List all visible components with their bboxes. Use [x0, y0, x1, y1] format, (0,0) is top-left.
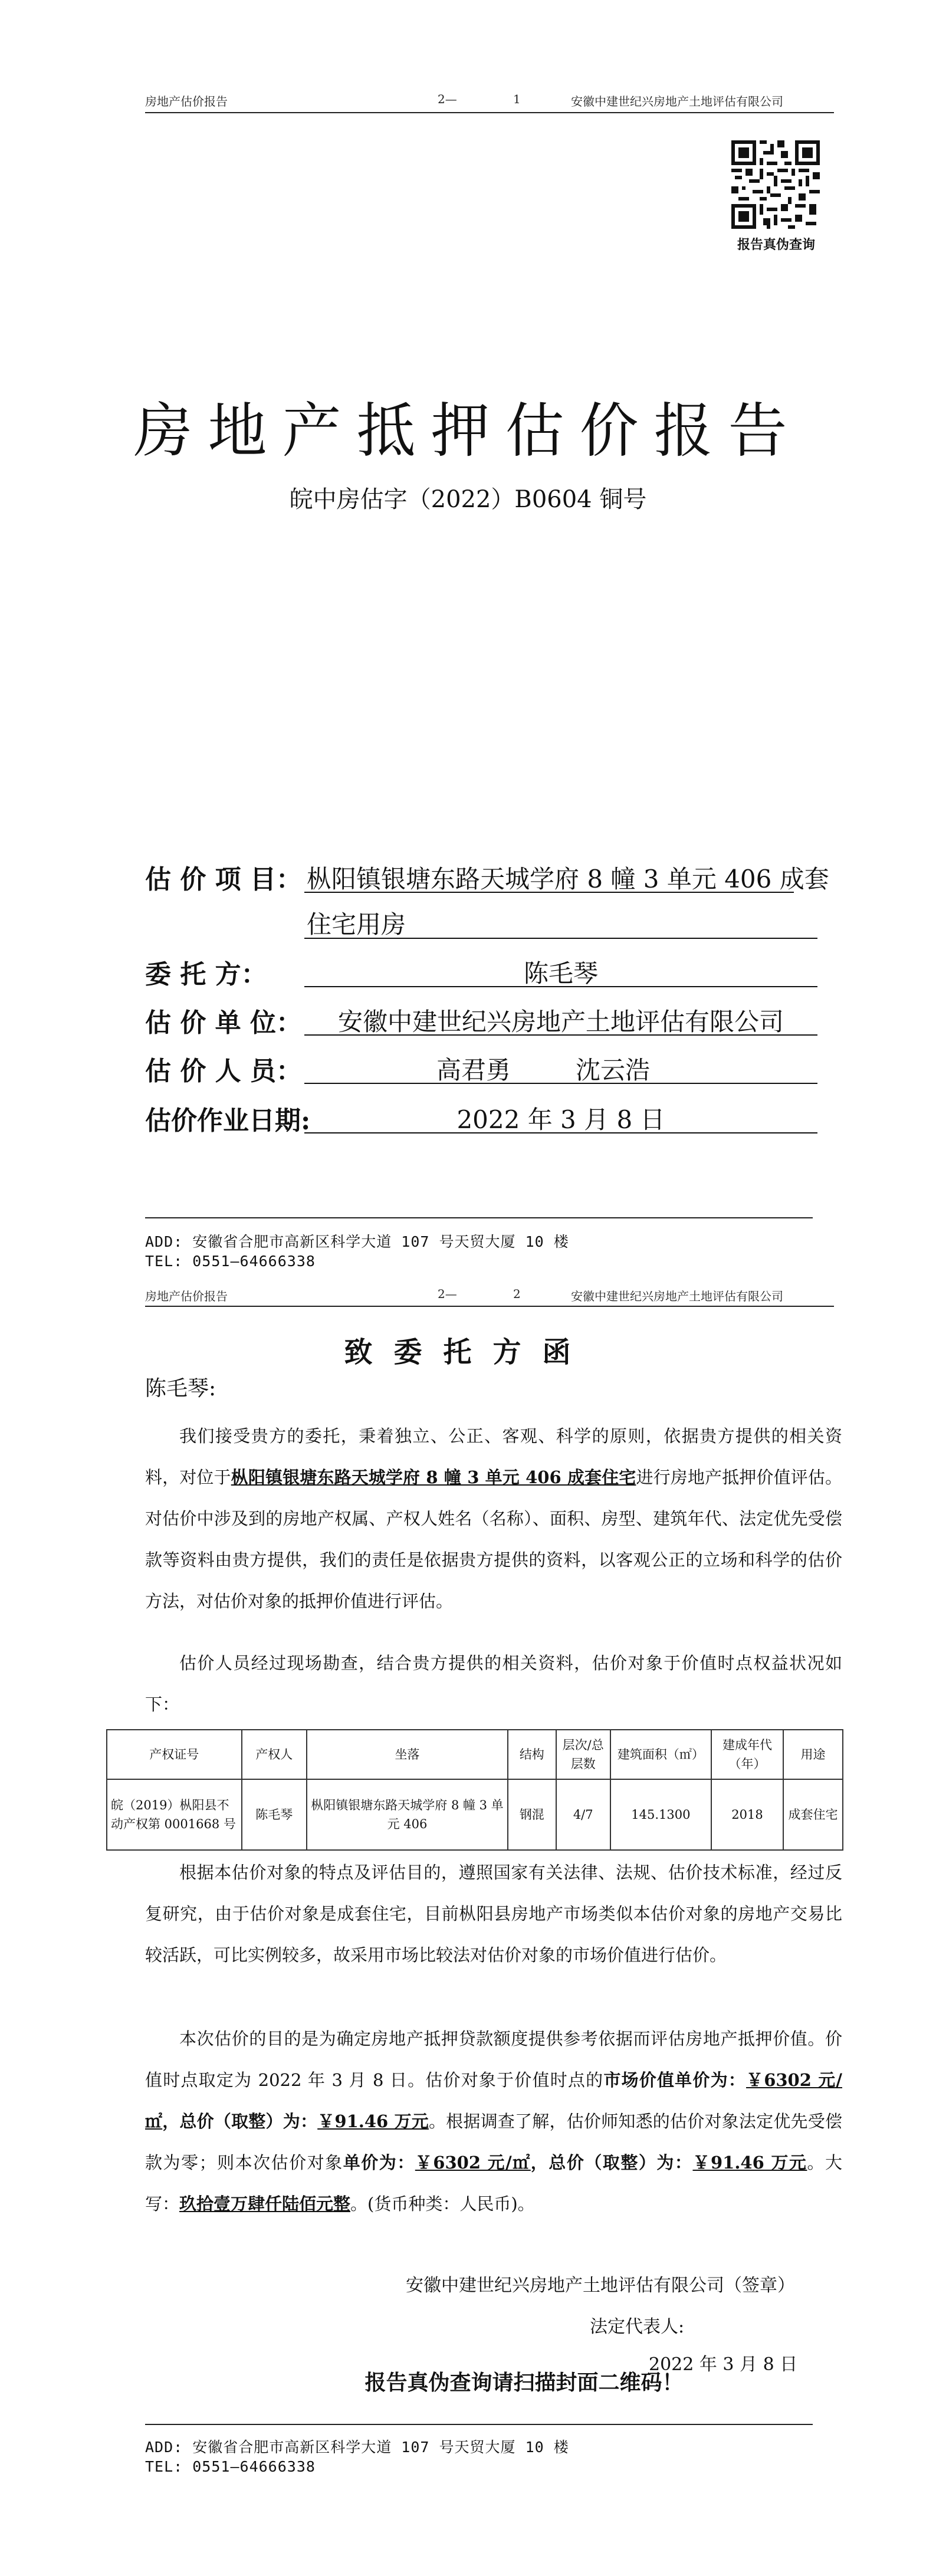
staff-value-1: 高君勇: [436, 1056, 511, 1085]
staff-label: 估 价 人 员：: [145, 1056, 302, 1086]
table-cell: 成套住宅: [783, 1779, 843, 1850]
qr-code-icon[interactable]: [731, 140, 820, 229]
page1-header-right: 安徽中建世纪兴房地产土地评估有限公司: [571, 94, 783, 109]
table-header: 建成年代（年）: [711, 1730, 783, 1779]
page2-header-center: 2—: [438, 1287, 457, 1301]
signature-company: 安徽中建世纪兴房地产土地评估有限公司（签章）: [406, 2275, 795, 2296]
table-cell: 145.1300: [610, 1779, 711, 1850]
table-header: 产权证号: [107, 1730, 242, 1779]
table-cell: 4/7: [556, 1779, 610, 1850]
page1-footer-address: ADD: 安徽省合肥市高新区科学大道 107 号天贸大厦 10 楼: [145, 1233, 569, 1250]
paragraph-1: 我们接受贵方的委托，秉着独立、公正、客观、科学的原则，依据贵方提供的相关资料，对位于枞阳镇银塘东路天城学府 8 幢 3 单元 406 成套住宅进行房地产抵押价值评估。对估价中涉及到的房地产权属、产权人姓名（名称）、面积、房型、建筑年代、法定优先受偿款等资料由贵方提供，我们的责任是依据贵方提供的资料，以客观公正的立场和科学的估价方法，对估价对象的抵押价值进行评估。: [145, 1426, 842, 1611]
paragraph-4: 本次估价的目的是为确定房地产抵押贷款额度提供参考依据而评估房地产抵押价值。价值时点取定为 2022 年 3 月 8 日。估价对象于价值时点的市场价值单价为：￥6302 元/㎡，总价（取整）为：￥91.46 万元。根据调查了解，估价师知悉的估价对象法定优先受偿款为零；则本次估价对象单价为：￥6302 元/㎡，总价（取整）为：￥91.46 万元。大写：玖拾壹万肆仟陆佰元整。(货币种类：人民币)。: [145, 2029, 842, 2214]
page1-footer-tel: TEL: 0551—64666338: [145, 1253, 316, 1270]
paragraph-3: 根据本估价对象的特点及评估目的，遵照国家有关法律、法规、估价技术标准，经过反复研究，由于估价对象是成套住宅，目前枞阳县房地产市场类似本估价对象的房地产交易比较活跃，可比实例较多，故采用市场比较法对估价对象的市场价值进行估价。: [145, 1862, 842, 1965]
salutation: 陈毛琴:: [145, 1376, 216, 1401]
unit-value: 安徽中建世纪兴房地产土地评估有限公司: [337, 1007, 784, 1036]
page2-footer-address: ADD: 安徽省合肥市高新区科学大道 107 号天贸大厦 10 楼: [145, 2439, 569, 2456]
report-title: 房地产抵押估价报告: [133, 396, 803, 465]
table-header-row: [107, 1730, 843, 1779]
table-cell: 陈毛琴: [242, 1779, 307, 1850]
unit-label: 估 价 单 位：: [145, 1008, 302, 1038]
signature-date: 2022 年 3 月 8 日: [649, 2354, 798, 2375]
page2-header-page-number: 2: [513, 1287, 521, 1301]
page2-footer-tel: TEL: 0551—64666338: [145, 2458, 316, 2475]
date-value: 2022 年 3 月 8 日: [456, 1105, 665, 1134]
table-cell: 枞阳镇银塘东路天城学府 8 幢 3 单元 406: [307, 1779, 508, 1850]
table-header: 建筑面积（㎡）: [610, 1730, 711, 1779]
paragraph-2: 估价人员经过现场勘查，结合贵方提供的相关资料，估价对象于价值时点权益状况如下：: [145, 1653, 842, 1714]
page1-header-center: 2—: [438, 92, 457, 106]
authenticity-notice: 报告真伪查询请扫描封面二维码！: [364, 2370, 684, 2395]
table-cell: 钢混: [508, 1779, 556, 1850]
table-cell: 皖（2019）枞阳县不动产权第 0001668 号: [107, 1779, 242, 1850]
page1-header-rule: [145, 112, 834, 113]
client-underline: [304, 986, 817, 987]
property-address: 枞阳镇银塘东路天城学府 8 幢 3 单元 406 成套住宅: [231, 1467, 636, 1487]
staff-underline: [304, 1083, 817, 1084]
total-price: ￥91.46 万元: [317, 2111, 429, 2131]
table-header: 结构: [508, 1730, 556, 1779]
amount-in-words: 玖拾壹万肆仟陆佰元整: [179, 2194, 351, 2214]
unit-underline: [304, 1034, 817, 1036]
date-underline: [304, 1132, 817, 1133]
staff-value-2: 沈云浩: [576, 1056, 651, 1085]
date-label: 估价作业日期:: [145, 1106, 311, 1136]
property-info-table: [106, 1729, 843, 1851]
table-header: 产权人: [242, 1730, 307, 1779]
page1-footer-rule: [145, 1217, 813, 1218]
table-header: 坐落: [307, 1730, 508, 1779]
final-total-price: ￥91.46 万元: [692, 2153, 807, 2173]
page2-footer-rule: [145, 2424, 813, 2425]
page2-header-right: 安徽中建世纪兴房地产土地评估有限公司: [571, 1289, 783, 1303]
unit-price: ￥6302 元/㎡: [145, 2070, 842, 2131]
legal-representative: 法定代表人:: [590, 2317, 685, 2337]
page2-header-left: 房地产估价报告: [145, 1289, 228, 1303]
page2-header-rule: [145, 1306, 834, 1307]
letter-title: 致委托方函: [344, 1336, 592, 1369]
qr-caption: 报告真伪查询: [737, 237, 815, 252]
table-row: [107, 1779, 843, 1850]
page1-header-left: 房地产估价报告: [145, 94, 228, 109]
project-value-line1: 枞阳镇银塘东路天城学府 8 幢 3 单元 406 成套: [307, 865, 829, 893]
project-label: 估 价 项 目：: [145, 865, 302, 895]
project-underline-2: [304, 938, 817, 939]
page1-header-page-number: 1: [513, 92, 521, 106]
table-cell: 2018: [711, 1779, 783, 1850]
report-number: 皖中房估字（2022）B0604 铜号: [289, 486, 647, 513]
table-header: 层次/总层数: [556, 1730, 610, 1779]
final-unit-price: ￥6302 元/㎡: [415, 2153, 531, 2173]
project-underline-1: [304, 892, 794, 893]
project-value-line2: 住宅用房: [307, 910, 406, 939]
table-header: 用途: [783, 1730, 843, 1779]
client-label: 委 托 方：: [145, 960, 267, 990]
client-value: 陈毛琴: [523, 959, 598, 988]
